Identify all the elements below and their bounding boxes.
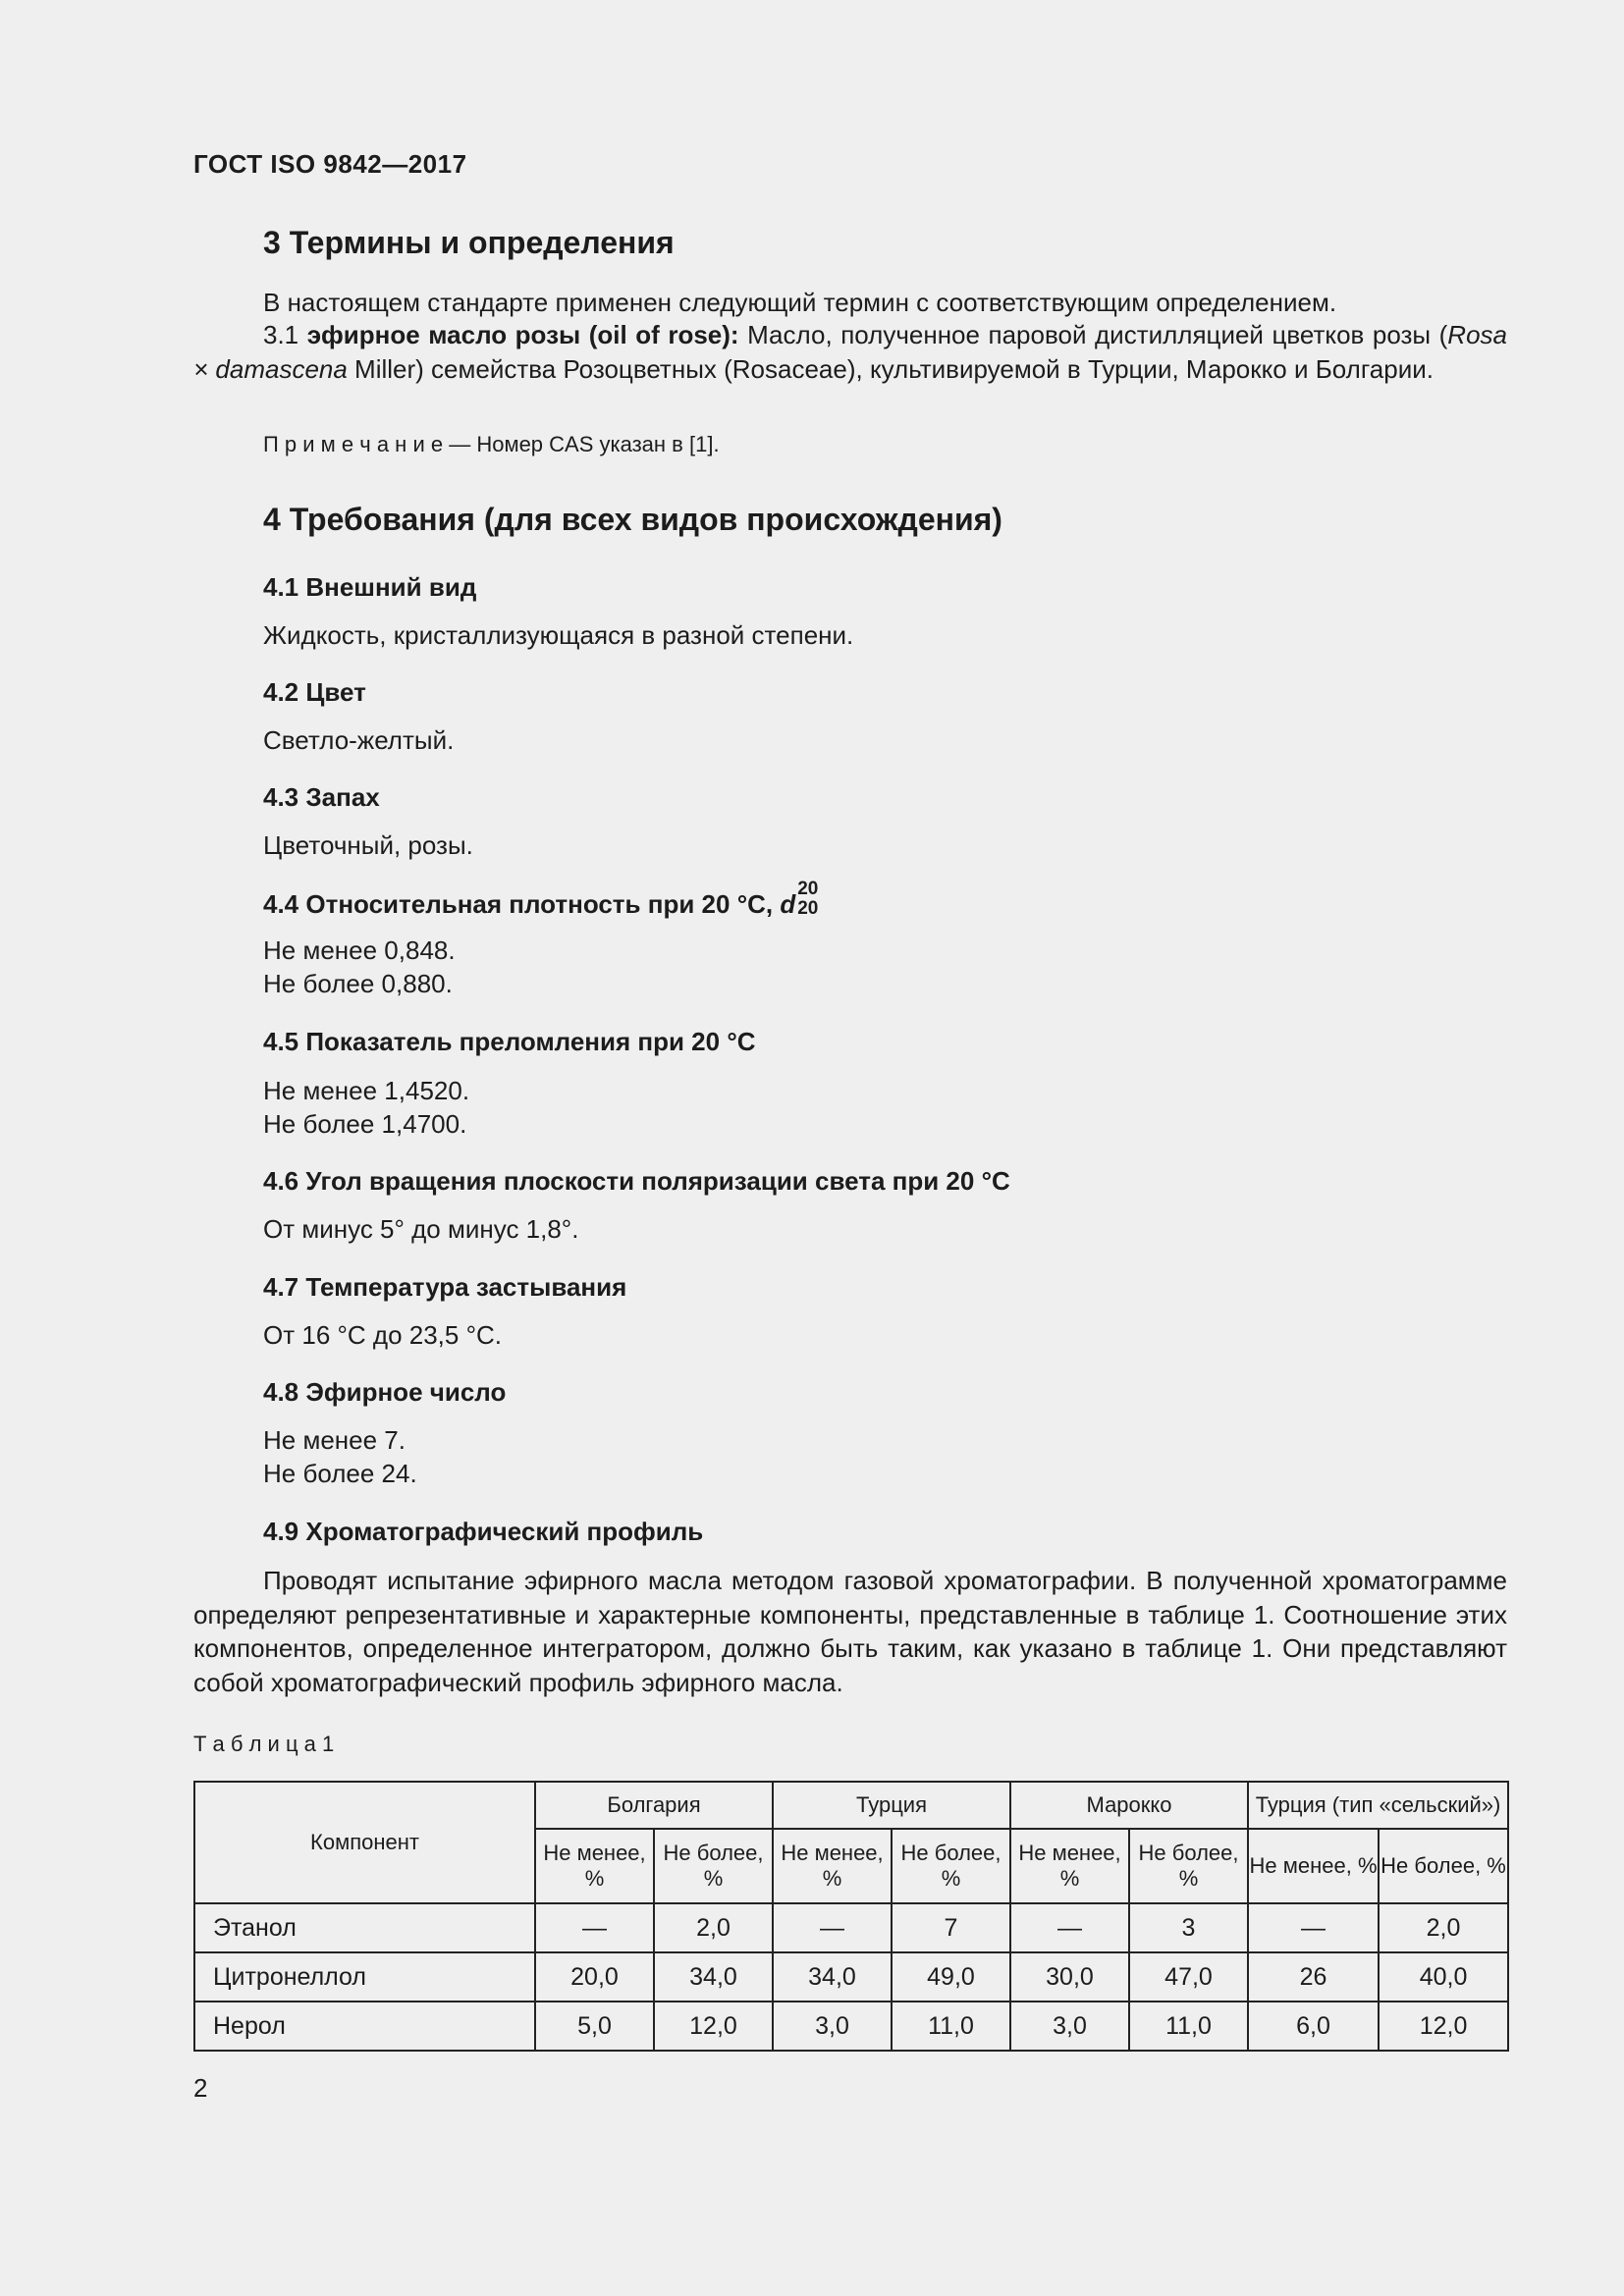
- section-4-1-text: Жидкость, кристаллизующаяся в разной степени.: [263, 620, 854, 650]
- section-4-2-text: Светло-желтый.: [263, 725, 455, 755]
- table-cell: 30,0: [1010, 1952, 1129, 2002]
- term-def-part1: Масло, полученное паровой дистилляцией цветков розы (: [747, 320, 1448, 349]
- max-header: Не более, %: [892, 1829, 1010, 1903]
- table-row: [194, 1952, 1508, 2002]
- max-header: Не более, %: [1379, 1829, 1508, 1903]
- table-cell: 3: [1129, 1903, 1248, 1952]
- min-header: Не менее, %: [1248, 1829, 1379, 1903]
- section-4-9-title: 4.9 Хроматографический профиль: [263, 1517, 704, 1546]
- table-row: [194, 1903, 1508, 1952]
- section-4-2-title: 4.2 Цвет: [263, 677, 366, 707]
- group-header: Болгария: [535, 1782, 773, 1829]
- section-4-4-line2: Не более 0,880.: [263, 969, 453, 998]
- section-4-9-text: Проводят испытание эфирного масла методом газовой хроматографии. В полученной хроматограмме определяют репрезентативные и характерные компоненты, представленные в таблице 1. Соотношение этих компонентов, определенное интегратором, должно быть таким, как указано в таблице 1. Они представляют собой хроматографический профиль эфирного масла.: [193, 1566, 1507, 1697]
- section-3-intro: В настоящем стандарте применен следующий термин с соответствующим определением.: [263, 288, 1337, 317]
- section-4-4-line1: Не менее 0,848.: [263, 935, 456, 965]
- table-1: [193, 1781, 1509, 2052]
- density-subscript: 20: [797, 898, 819, 919]
- section-4-1-title: 4.1 Внешний вид: [263, 572, 477, 602]
- section-4-5-line2: Не более 1,4700.: [263, 1109, 467, 1139]
- table-cell: 2,0: [654, 1903, 773, 1952]
- table-cell: 7: [892, 1903, 1010, 1952]
- table-cell: 34,0: [654, 1952, 773, 2002]
- section-3-title: 3 Термины и определения: [263, 225, 675, 260]
- table-cell: —: [1248, 1903, 1379, 1952]
- term-name: эфирное масло розы (oil of rose):: [306, 320, 739, 349]
- component-name: Нерол: [194, 2002, 535, 2051]
- table-cell: 12,0: [1379, 2002, 1508, 2051]
- table-cell: —: [773, 1903, 892, 1952]
- table-cell: 12,0: [654, 2002, 773, 2051]
- table-header-row-1: [194, 1782, 1508, 1829]
- term-def-part2: Miller) семейства Розоцветных (Rosaceae), культивируемой в Турции, Марокко и Болгарии.: [347, 353, 1434, 384]
- section-4-8-title: 4.8 Эфирное число: [263, 1377, 507, 1407]
- table-cell: 34,0: [773, 1952, 892, 2002]
- section-4-4-title: [263, 879, 823, 925]
- max-header: Не более, %: [1129, 1829, 1248, 1903]
- table-cell: 3,0: [773, 2002, 892, 2051]
- page-number: 2: [193, 2073, 208, 2103]
- section-4-7-text: От 16 °C до 23,5 °C.: [263, 1320, 502, 1350]
- max-header: Не более, %: [654, 1829, 773, 1903]
- section-4-3-text: Цветочный, розы.: [263, 830, 473, 860]
- section-4-5-title: 4.5 Показатель преломления при 20 °C: [263, 1027, 756, 1056]
- min-header: Не менее, %: [535, 1829, 654, 1903]
- min-header: Не менее, %: [773, 1829, 892, 1903]
- group-header: Турция (тип «сельский»): [1248, 1782, 1508, 1829]
- table-cell: 11,0: [1129, 2002, 1248, 2051]
- table-cell: 47,0: [1129, 1952, 1248, 2002]
- table-cell: 49,0: [892, 1952, 1010, 2002]
- section-4-6-text: От минус 5° до минус 1,8°.: [263, 1214, 579, 1244]
- table-cell: 20,0: [535, 1952, 654, 2002]
- component-name: Этанол: [194, 1903, 535, 1952]
- section-4-6-title: 4.6 Угол вращения плоскости поляризации света при 20 °C: [263, 1166, 1010, 1196]
- table-cell: —: [1010, 1903, 1129, 1952]
- section-4-title: 4 Требования (для всех видов происхождения): [263, 502, 1002, 537]
- density-symbol: d: [780, 889, 796, 919]
- term-def-latin: Rosa × damascena: [193, 320, 1507, 384]
- term-number: 3.1: [263, 320, 299, 349]
- section-4-5-line1: Не менее 1,4520.: [263, 1076, 470, 1105]
- table-cell: 11,0: [892, 2002, 1010, 2051]
- density-superscript: 20: [797, 879, 819, 899]
- section-4-3-title: 4.3 Запах: [263, 782, 380, 812]
- table-cell: 26: [1248, 1952, 1379, 2002]
- group-header: Марокко: [1010, 1782, 1248, 1829]
- table-cell: —: [535, 1903, 654, 1952]
- document-header: ГОСТ ISO 9842—2017: [193, 149, 467, 179]
- table-caption: Т а б л и ц а 1: [193, 1732, 335, 1756]
- table-cell: 6,0: [1248, 2002, 1379, 2051]
- table-cell: 5,0: [535, 2002, 654, 2051]
- component-name: Цитронеллол: [194, 1952, 535, 2002]
- section-4-4-title-text: 4.4 Относительная плотность при 20 °C,: [263, 889, 781, 919]
- table-cell: 40,0: [1379, 1952, 1508, 2002]
- table-cell: 2,0: [1379, 1903, 1508, 1952]
- table-row: [194, 2002, 1508, 2051]
- term-3-1-definition: [193, 318, 1507, 386]
- section-4-7-title: 4.7 Температура застывания: [263, 1272, 627, 1302]
- note-label: П р и м е ч а н и е: [263, 432, 444, 456]
- note-text: — Номер CAS указан в [1].: [443, 432, 720, 456]
- group-header: Турция: [773, 1782, 1010, 1829]
- section-3-note: [263, 432, 720, 457]
- section-4-8-line1: Не менее 7.: [263, 1425, 406, 1455]
- section-4-8-line2: Не более 24.: [263, 1459, 417, 1488]
- component-header: Компонент: [194, 1782, 535, 1903]
- table-cell: 3,0: [1010, 2002, 1129, 2051]
- density-indices: [795, 879, 823, 925]
- min-header: Не менее, %: [1010, 1829, 1129, 1903]
- section-4-9-paragraph: [193, 1564, 1507, 1699]
